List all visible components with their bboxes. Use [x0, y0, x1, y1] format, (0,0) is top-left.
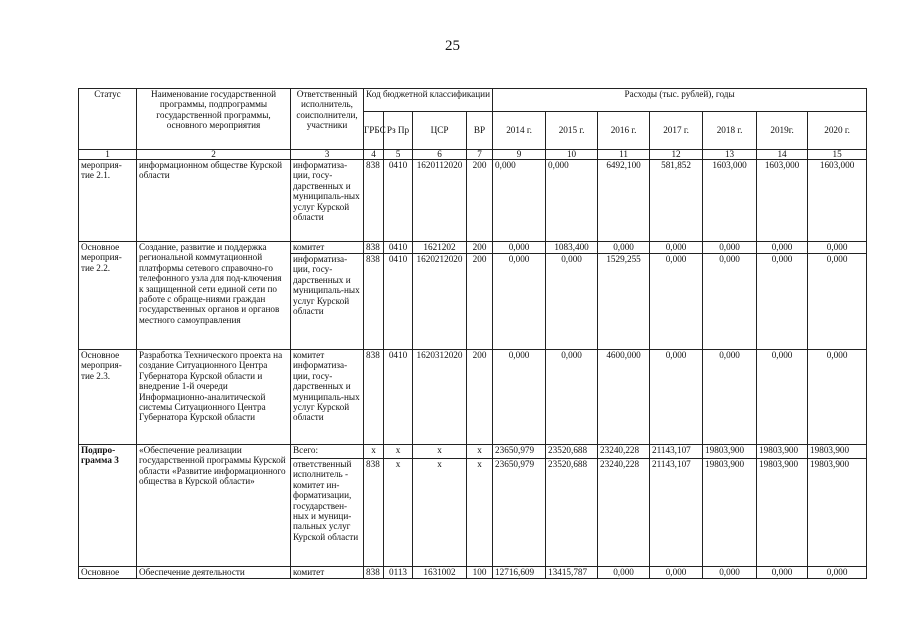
row-value: 0,000 [493, 254, 546, 350]
row-value: 0,000 [493, 350, 546, 445]
row-executor: комитет информатиза-ции, госу-дарственных и муниципаль-ных услуг Курской области [291, 350, 364, 445]
row-executor: комитет [291, 567, 364, 579]
row-rzpr: 0410 [384, 242, 413, 254]
row-name: Обеспечение деятельности [137, 567, 291, 579]
row-value: 0,000 [546, 160, 598, 242]
row-value: 0,000 [808, 242, 867, 254]
table-row [79, 567, 867, 579]
header-csr: ЦСР [413, 112, 467, 150]
row-vr: 200 [467, 350, 493, 445]
row-status: Основное мероприя-тие 2.2. [79, 242, 137, 350]
row-value: 0,000 [703, 567, 757, 579]
row-grbs: х [364, 445, 384, 459]
column-number: 1 [79, 150, 137, 160]
row-value: 0,000 [808, 350, 867, 445]
row-value: 1529,255 [598, 254, 650, 350]
header-year: 2014 г. [493, 112, 546, 150]
row-value: 581,852 [650, 160, 703, 242]
row-rzpr: 0410 [384, 350, 413, 445]
row-value: 23240,228 [598, 445, 650, 459]
row-value: 0,000 [598, 567, 650, 579]
row-value: 0,000 [650, 242, 703, 254]
column-number: 12 [650, 150, 703, 160]
row-value: 23650,979 [493, 445, 546, 459]
row-rzpr: 0113 [384, 567, 413, 579]
column-number: 11 [598, 150, 650, 160]
header-name: Наименование государственной программы, подпрограммы государственной программы, основного мероприятия [137, 89, 291, 150]
row-csr: х [413, 459, 467, 567]
row-value: 19803,900 [703, 459, 757, 567]
row-rzpr: 0410 [384, 160, 413, 242]
page-number: 25 [445, 38, 460, 54]
header-vr: ВР [467, 112, 493, 150]
column-number: 4 [364, 150, 384, 160]
column-number: 9 [493, 150, 546, 160]
row-name: Создание, развитие и поддержка региональной коммутационной платформы сетевого справочно-го телефонного узла для под-ключения к защищенной сети единой сети по работе с обраще-ниями граждан государственных органов и органов местного самоуправления [137, 242, 291, 350]
row-grbs: 838 [364, 350, 384, 445]
header-grbs: ГРБС [364, 112, 384, 150]
column-numbers-row [79, 150, 867, 160]
row-grbs: 838 [364, 254, 384, 350]
row-executor: информатиза-ции, госу-дарственных и муниципаль-ных услуг Курской области [291, 160, 364, 242]
row-value: 23520,688 [546, 445, 598, 459]
column-number: 6 [413, 150, 467, 160]
row-value: 19803,900 [808, 459, 867, 567]
column-number: 3 [291, 150, 364, 160]
row-vr: 200 [467, 242, 493, 254]
header-year: 2015 г. [546, 112, 598, 150]
row-vr: 200 [467, 160, 493, 242]
row-grbs: 838 [364, 459, 384, 567]
row-name: информационном обществе Курской области [137, 160, 291, 242]
column-number: 2 [137, 150, 291, 160]
row-executor: комитет [291, 242, 364, 254]
header-expenses: Расходы (тыс. рублей), годы [493, 89, 867, 112]
row-value: 4600,000 [598, 350, 650, 445]
row-value: 0,000 [808, 567, 867, 579]
row-status: Основное [79, 567, 137, 579]
row-vr: 100 [467, 567, 493, 579]
table-row [79, 445, 867, 459]
row-executor: ответственный исполнитель - комитет ин-форматизации, государствен-ных и муници-пальных услуг Курской области [291, 459, 364, 567]
row-value: 23520,688 [546, 459, 598, 567]
table-row [79, 242, 867, 254]
row-value: 0,000 [757, 567, 808, 579]
row-value: 0,000 [757, 242, 808, 254]
row-status: мероприя-тие 2.1. [79, 160, 137, 242]
header-year: 2019г. [757, 112, 808, 150]
column-number: 7 [467, 150, 493, 160]
budget-table [78, 88, 867, 579]
row-grbs: 838 [364, 567, 384, 579]
header-year: 2017 г. [650, 112, 703, 150]
column-number: 15 [808, 150, 867, 160]
row-value: 23650,979 [493, 459, 546, 567]
row-value: 0,000 [598, 242, 650, 254]
row-value: 0,000 [703, 254, 757, 350]
row-executor: информатиза-ции, госу-дарственных и муниципаль-ных услуг Курской области [291, 254, 364, 350]
row-status: Основное мероприя-тие 2.3. [79, 350, 137, 445]
row-value: 0,000 [650, 254, 703, 350]
row-grbs: 838 [364, 160, 384, 242]
row-executor: Всего: [291, 445, 364, 459]
row-value: 6492,100 [598, 160, 650, 242]
row-name: Разработка Технического проекта на создание Ситуационного Центра Губернатора Курской области и внедрение 1-й очереди Информационно-аналитической системы Ситуационного Центра Губернатора Курской области [137, 350, 291, 445]
header-row [79, 89, 867, 112]
header-executor: Ответственный исполнитель, соисполнители, участники [291, 89, 364, 150]
row-csr: 1620312020 [413, 350, 467, 445]
row-rzpr: х [384, 445, 413, 459]
row-csr: х [413, 445, 467, 459]
row-value: 0,000 [650, 350, 703, 445]
row-value: 1603,000 [703, 160, 757, 242]
column-number: 14 [757, 150, 808, 160]
header-year: 2020 г. [808, 112, 867, 150]
row-value: 23240,228 [598, 459, 650, 567]
column-number: 13 [703, 150, 757, 160]
column-number: 5 [384, 150, 413, 160]
row-vr: 200 [467, 254, 493, 350]
row-rzpr: х [384, 459, 413, 567]
row-value: 0,000 [703, 350, 757, 445]
header-year: 2016 г. [598, 112, 650, 150]
table-row [79, 350, 867, 445]
row-csr: 1620212020 [413, 254, 467, 350]
row-value: 19803,900 [757, 459, 808, 567]
row-value: 1603,000 [808, 160, 867, 242]
header-year: 2018 г. [703, 112, 757, 150]
row-value: 12716,609 [493, 567, 546, 579]
row-csr: 1621202 [413, 242, 467, 254]
row-rzpr: 0410 [384, 254, 413, 350]
row-value: 13415,787 [546, 567, 598, 579]
header-budget-code: Код бюджетной классификации [364, 89, 493, 112]
row-name: «Обеспечение реализации государственной программы Курской области «Развитие информационного общества в Курской области» [137, 445, 291, 567]
header-status: Статус [79, 89, 137, 150]
row-value: 0,000 [757, 254, 808, 350]
row-csr: 1631002 [413, 567, 467, 579]
row-value: 19803,900 [808, 445, 867, 459]
row-value: 21143,107 [650, 459, 703, 567]
row-value: 1603,000 [757, 160, 808, 242]
row-value: 0,000 [757, 350, 808, 445]
row-grbs: 838 [364, 242, 384, 254]
row-vr: х [467, 445, 493, 459]
row-value: 1083,400 [546, 242, 598, 254]
column-number: 10 [546, 150, 598, 160]
table-row [79, 160, 867, 242]
row-value: 0,000 [546, 350, 598, 445]
row-status: Подпро-грамма 3 [79, 445, 137, 567]
row-value: 0,000 [493, 242, 546, 254]
row-vr: х [467, 459, 493, 567]
row-value: 21143,107 [650, 445, 703, 459]
row-value: 0,000 [493, 160, 546, 242]
row-value: 0,000 [546, 254, 598, 350]
row-value: 19803,900 [703, 445, 757, 459]
header-rzpr: Рз Пр [384, 112, 413, 150]
row-csr: 1620112020 [413, 160, 467, 242]
row-value: 0,000 [808, 254, 867, 350]
row-value: 0,000 [703, 242, 757, 254]
row-value: 0,000 [650, 567, 703, 579]
row-value: 19803,900 [757, 445, 808, 459]
